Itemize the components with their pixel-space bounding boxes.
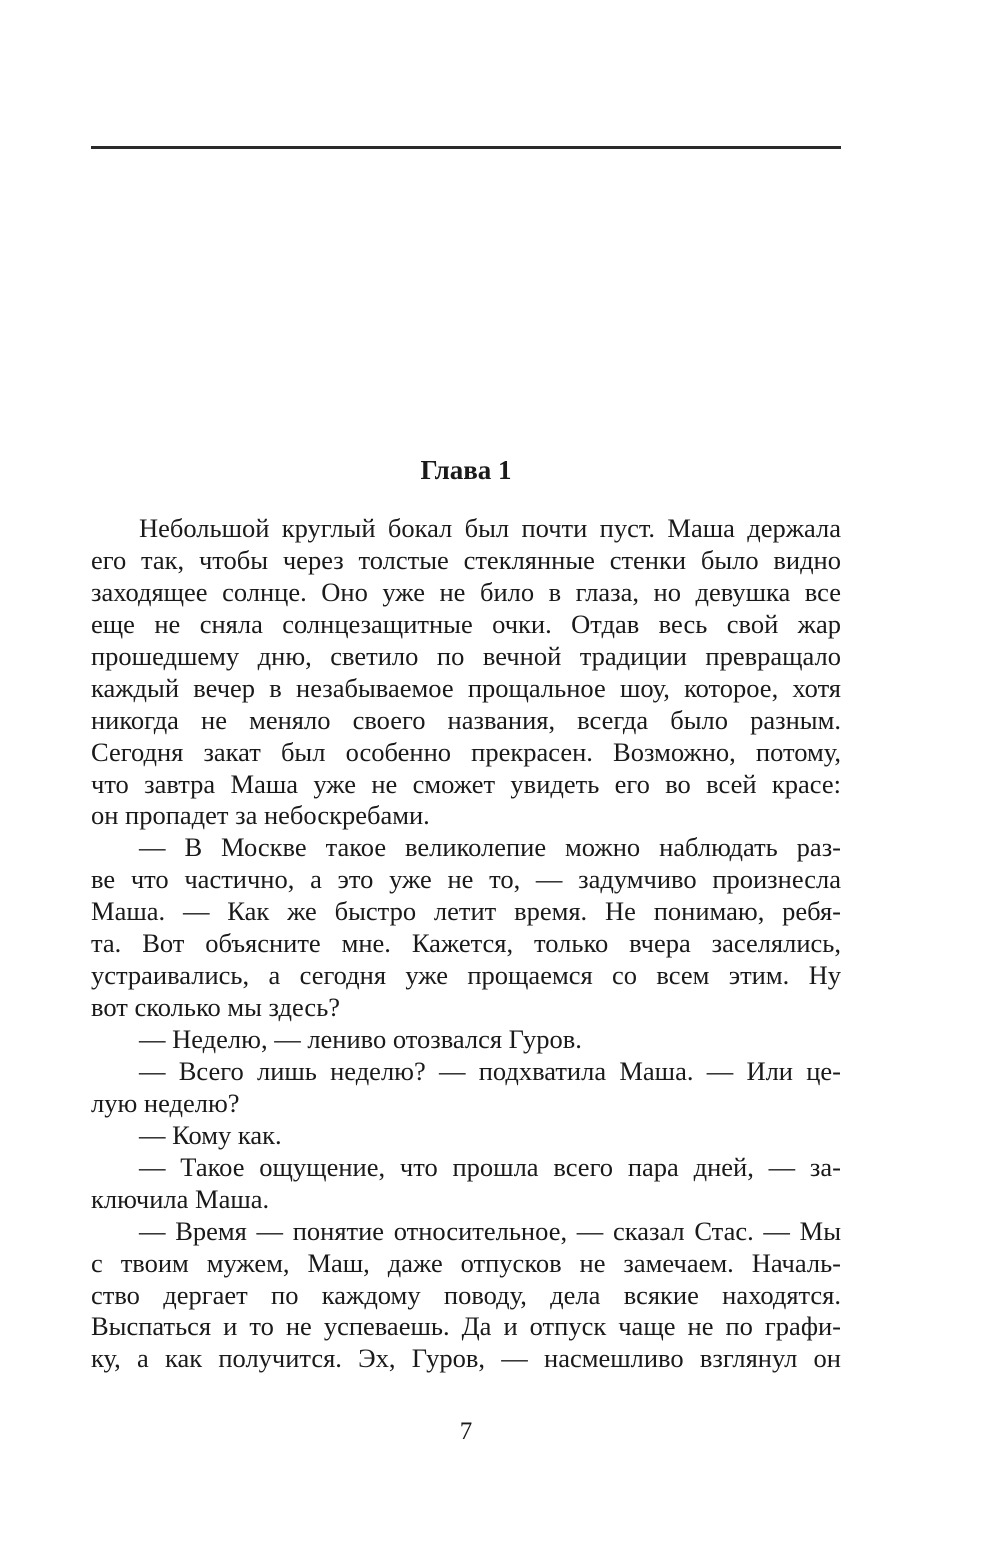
body-text (91, 513, 841, 1375)
text-line: ве что частично, а это уже не то, — задумчиво произнесла (91, 864, 841, 895)
text-line: прошедшему дню, светило по вечной традиции превращало (91, 640, 841, 671)
text-line: Выспаться и то не успеваешь. Да и отпуск чаще не по графи- (91, 1311, 841, 1342)
text-line: — Неделю, — лениво отозвался Гуров. (139, 1024, 582, 1054)
text-line: Небольшой круглый бокал был почти пуст. Маша держала (139, 513, 841, 543)
text-line: та. Вот объясните мне. Кажется, только вчера заселялись, (91, 928, 841, 959)
top-rule (91, 146, 841, 149)
text-line: — Кому как. (139, 1119, 282, 1150)
text-line: что завтра Маша уже не сможет увидеть его во всей красе: (91, 768, 841, 799)
chapter-title: Глава 1 (420, 455, 512, 485)
text-line: лую неделю? (91, 1087, 240, 1118)
text-line: с твоим мужем, Маш, даже отпусков не замечаем. Началь- (91, 1247, 841, 1278)
text-line: еще не сняла солнцезащитные очки. Отдав весь свой жар (91, 608, 841, 639)
text-line: каждый вечер в незабываемое прощальное шоу, которое, хотя (91, 672, 841, 703)
text-line: — В Москве такое великолепие можно наблюдать раз- (139, 832, 841, 863)
text-line: ключила Маша. (91, 1183, 270, 1214)
text-line: ку, а как получится. Эх, Гуров, — насмешливо взглянул он (91, 1343, 841, 1374)
text-line: заходящее солнце. Оно уже не било в глаза, но девушка все (91, 576, 841, 607)
text-line: вот сколько мы здесь? (91, 992, 341, 1023)
text-line: — Время — понятие относительное, — сказал Стас. — Мы (139, 1215, 841, 1246)
text-line: устраивались, а сегодня уже прощаемся со всем этим. Ну (91, 960, 841, 991)
text-line: ство дергает по каждому поводу, дела всякие находятся. (91, 1279, 841, 1310)
page-number: 7 (459, 1418, 473, 1445)
text-line: Сегодня закат был особенно прекрасен. Возможно, потому, (91, 736, 841, 767)
text-line: — Такое ощущение, что прошла всего пара дней, — за- (139, 1151, 841, 1182)
text-line: он пропадет за небоскребами. (91, 800, 430, 831)
text-line: его так, чтобы через толстые стеклянные стенки было видно (91, 544, 841, 575)
text-line: — Всего лишь неделю? — подхватила Маша. — Или це- (139, 1055, 841, 1086)
text-line: Маша. — Как же быстро летит время. Не понимаю, ребя- (91, 896, 841, 927)
text-line: никогда не меняло своего названия, всегда было разным. (91, 704, 841, 735)
